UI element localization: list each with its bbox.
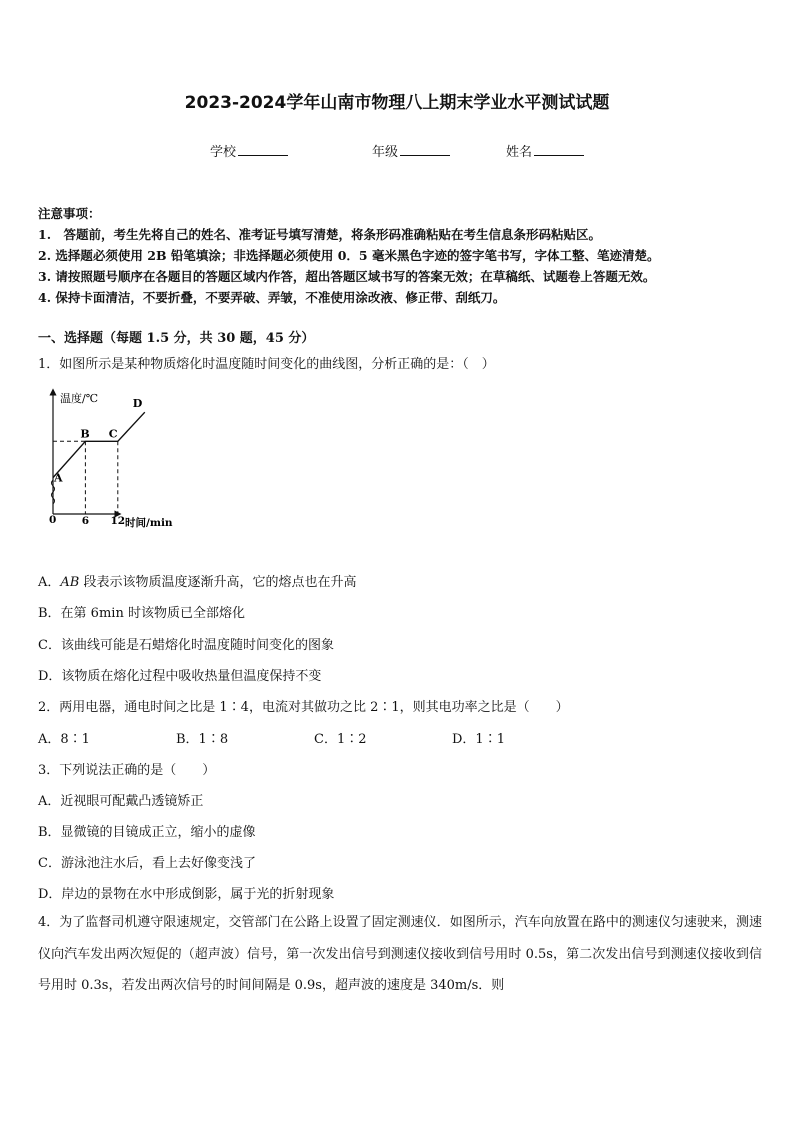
question-1-option-a[interactable] [38,571,356,590]
question-1-stem: 1．如图所示是某种物质熔化时温度随时间变化的曲线图，分析正确的是：（ ） [38,357,495,372]
question-2-option-b[interactable]: B．1∶8 [176,732,229,747]
point-label-d: D [132,397,143,411]
page-title: 2023-2024学年山南市物理八上期末学业水平测试试题 [184,93,610,113]
question-3-option-a[interactable]: A．近视眼可配戴凸透镜矫正 [38,794,204,809]
option-a-prefix: A． [38,575,61,590]
name-blank[interactable] [534,143,584,156]
section-heading: 一、选择题（每题 1.5 分，共 30 题，45 分） [38,331,315,346]
name-label: 姓名 [506,145,533,160]
question-2-option-c[interactable]: C．1∶2 [314,732,367,747]
origin-label: 0 [49,514,57,526]
point-label-c: C [108,427,118,441]
x-tick-label: 6 [81,515,90,527]
question-3-stem: 3．下列说法正确的是（ ） [38,763,216,778]
question-1-option-c[interactable]: C．该曲线可能是石蜡熔化时温度随时间变化的图象 [38,638,334,653]
question-3-option-b[interactable]: B．显微镜的目镜成正立，缩小的虚像 [38,825,256,840]
melting-curve-line [53,412,145,477]
notice-block [38,203,758,308]
question-2-stem: 2．两用电器，通电时间之比是 1∶4，电流对其做功之比 2∶1，则其电功率之比是（ ） [38,700,569,715]
grade-label: 年级 [372,145,399,160]
y-axis-label: 温度/℃ [60,392,99,405]
school-blank[interactable] [238,143,288,156]
point-label-a: A [54,471,63,485]
notice-heading: 注意事项： [38,206,101,221]
school-label: 学校 [210,145,237,160]
notice-item: 4. 保持卡面清洁，不要折叠，不要弄破、弄皱，不准使用涂改液、修正带、刮纸刀。 [38,290,506,305]
melting-curve-chart [40,384,190,534]
x-axis-label: 时间/min [125,517,173,529]
question-3-option-d[interactable]: D．岸边的景物在水中形成倒影，属于光的折射现象 [38,887,335,902]
notice-item: 2. 选择题必须使用 2B 铅笔填涂；非选择题必须使用 0．5 毫米黑色字迹的签字笔书写，字体工整、笔迹清楚。 [38,248,660,263]
question-4-stem: 4．为了监督司机遵守限速规定，交管部门在公路上设置了固定测速仪．如图所示，汽车向放置在路中的测速仪匀速驶来，测速仪向汽车发出两次短促的（超声波）信号，第一次发出信号到测速仪接收到信号用时 0.5s，第二次发出信号到测速仪接收到信号用时 0.3s，若发出两次信号的时间间隔是 0.9s，超声波的速度是 340m/s．则 [38,915,762,993]
question-3-option-c[interactable]: C．游泳池注水后，看上去好像变浅了 [38,856,256,871]
school-field[interactable] [210,141,288,160]
grade-blank[interactable] [400,143,450,156]
point-label-b: B [80,427,90,441]
x-tick-label: 12 [110,515,126,527]
option-a-segment: AB [60,575,80,590]
name-field[interactable] [506,141,584,160]
question-2-option-d[interactable]: D．1∶1 [452,732,505,747]
question-1-option-d[interactable]: D．该物质在熔化过程中吸收热量但温度保持不变 [38,669,322,684]
question-1-option-b[interactable]: B．在第 6min 时该物质已全部熔化 [38,606,245,621]
option-a-text: 段表示该物质温度逐渐升高，它的熔点也在升高 [79,575,357,590]
grade-field[interactable] [372,141,450,160]
notice-item: 3. 请按照题号顺序在各题目的答题区域内作答，超出答题区域书写的答案无效；在草稿纸、试题卷上答题无效。 [38,269,656,284]
question-2-option-a[interactable]: A．8∶1 [38,732,90,747]
notice-item: 1. 答题前，考生先将自己的姓名、准考证号填写清楚，将条形码准确粘贴在考生信息条形码粘贴区。 [38,227,602,242]
